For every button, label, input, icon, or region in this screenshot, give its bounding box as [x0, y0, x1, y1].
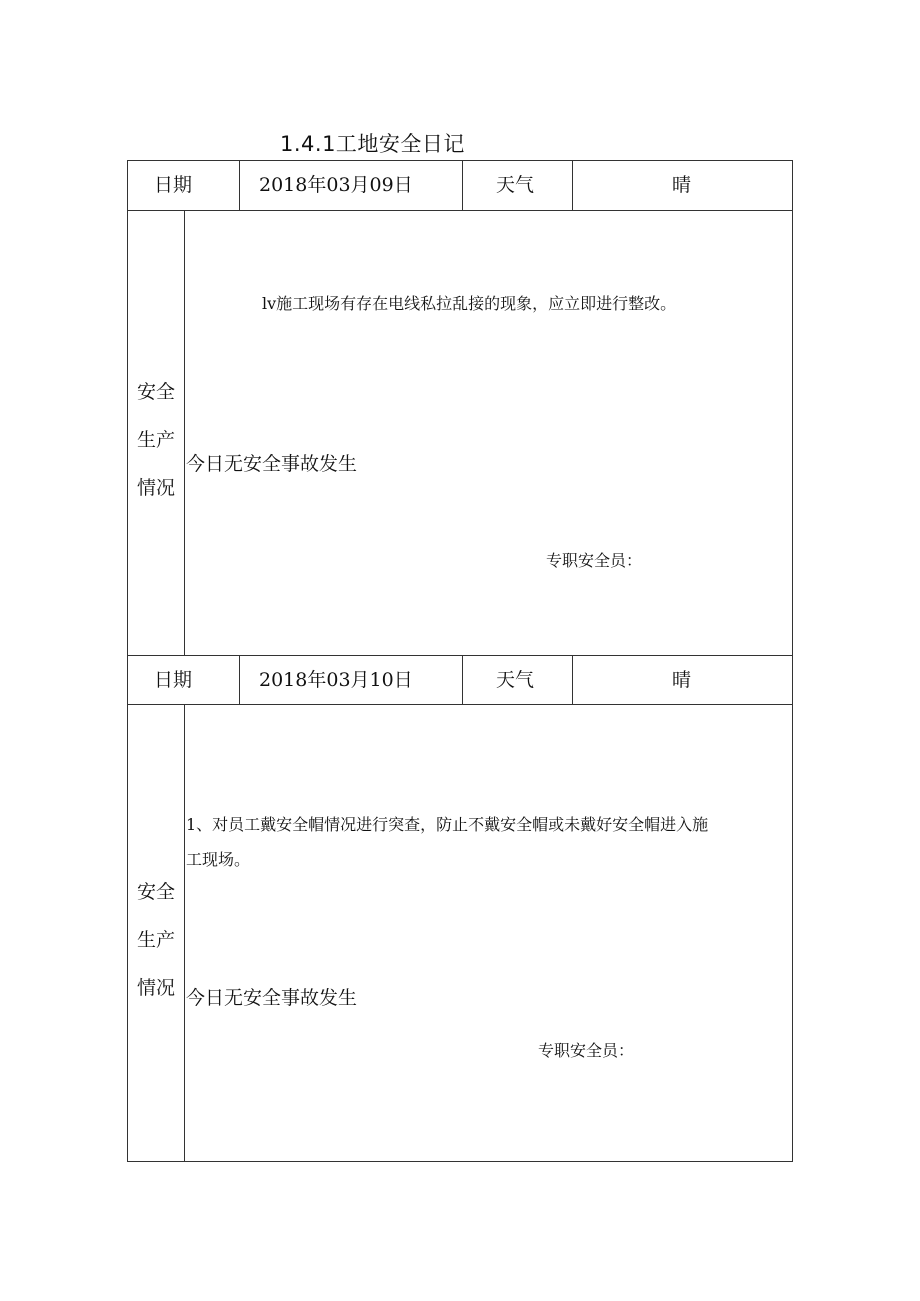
section-label: 安全 生产 情况 [136, 381, 175, 499]
safety-note: 1、对员工戴安全帽情况进行突查，防止不戴安全帽或未戴好安全帽进入施 [186, 815, 709, 834]
section-label: 安全 生产 情况 [136, 881, 175, 999]
weather-value: 晴 [672, 174, 692, 196]
date-label: 日期 [154, 174, 193, 196]
weather-label: 天气 [496, 669, 535, 691]
safety-officer-label: 专职安全员： [538, 1041, 635, 1060]
no-accident-text: 今日无安全事故发生 [186, 987, 358, 1009]
safety-officer-label: 专职安全员： [546, 551, 643, 570]
safety-note: lv施工现场有存在电线私拉乱接的现象，应立即进行整改。 [262, 294, 677, 313]
safety-note-continued: 工现场。 [186, 850, 251, 869]
date-value: 2018年03月09日 [259, 174, 413, 196]
no-accident-text: 今日无安全事故发生 [186, 453, 358, 475]
date-value: 2018年03月10日 [259, 669, 413, 691]
date-label: 日期 [154, 669, 193, 691]
weather-label: 天气 [496, 174, 535, 196]
weather-value: 晴 [672, 669, 692, 691]
page-title: 1.4.1工地安全日记 [280, 132, 465, 156]
